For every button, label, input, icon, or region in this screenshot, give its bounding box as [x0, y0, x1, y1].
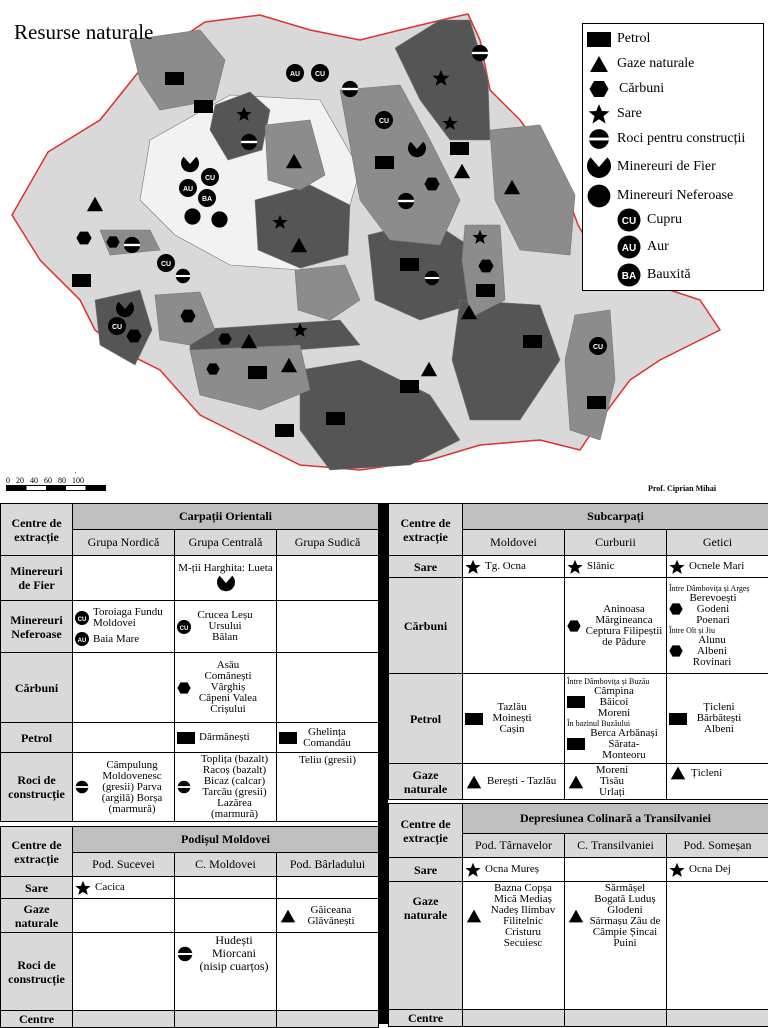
hexagon-icon	[669, 602, 683, 616]
table-cell: Dărmănești	[175, 723, 277, 753]
table-cell: Între Dâmbovița și Argeș Berevoești Godeni Poenari Între Olt și Jiu Alunu Albeni Rovinari	[667, 578, 768, 674]
col-header: Grupa Sudică	[277, 530, 379, 556]
table-cell	[277, 877, 379, 899]
roci-icon	[177, 780, 191, 794]
table-cell: Bazna Copșa Mică Mediaș Nadeș Ilimbav Filitelnic Cristuru Secuiesc	[463, 882, 565, 1010]
roci-marker	[124, 237, 140, 253]
petrol-icon	[669, 713, 687, 725]
gaze-marker	[241, 334, 257, 348]
triangle-icon	[465, 774, 483, 790]
sare-marker	[432, 70, 449, 86]
table-cell: Aninoasa Mărgineanca Ceptura Filipeștii de Pădure	[565, 578, 667, 674]
petrol-marker	[275, 424, 294, 437]
table-cell	[175, 899, 277, 933]
cu-badge: CU	[112, 324, 122, 331]
cu-badge: CU	[593, 344, 603, 351]
col-header: Pod. Someșan	[667, 834, 768, 858]
table-carpatii-orientali	[0, 503, 379, 822]
map-credit: Prof. Ciprian Mihai	[648, 484, 716, 493]
table-cell	[277, 653, 379, 723]
triangle-icon	[587, 54, 611, 74]
sare-marker	[272, 215, 287, 229]
petrol-icon	[177, 732, 195, 744]
table-cell: Ghelința Comandău	[277, 723, 379, 753]
roci-icon	[75, 780, 89, 794]
table-cell	[175, 1011, 277, 1028]
hexagon-icon	[589, 79, 609, 99]
petrol-icon	[567, 738, 585, 750]
gaze-marker	[454, 164, 470, 178]
cu-badge-icon	[75, 611, 89, 625]
petrol-icon	[587, 32, 611, 47]
table-cell	[565, 858, 667, 882]
row-header: Petrol	[389, 674, 463, 764]
carbuni-marker	[478, 260, 493, 273]
circle-icon	[587, 184, 611, 208]
row-header: Minereuri Neferoase	[1, 601, 73, 653]
star-icon	[669, 559, 685, 575]
table-cell	[73, 653, 175, 723]
scale-label: 100	[72, 476, 84, 485]
svg-text:BA: BA	[622, 271, 636, 282]
table-cell	[277, 1011, 379, 1028]
table-cell	[73, 933, 175, 1011]
star-icon	[669, 862, 685, 878]
petrol-marker	[194, 100, 213, 113]
table-cell	[175, 877, 277, 899]
col-header: Pod. Bârladului	[277, 853, 379, 877]
petrol-marker	[450, 142, 469, 155]
table-cell: Moreni Tisău Urlați	[565, 764, 667, 800]
row-header: Gaze naturale	[1, 899, 73, 933]
carbuni-marker	[106, 236, 119, 247]
gaze-marker	[281, 358, 297, 372]
petrol-icon	[279, 732, 297, 744]
table-cell: Sărmășel Bogată Luduș Glodeni Sărmașu Zău de Câmpie Șincai Puini	[565, 882, 667, 1010]
carbuni-marker	[206, 363, 219, 374]
table-subcarpati	[388, 503, 768, 800]
table-cell	[667, 882, 768, 1010]
row-header: Roci de construcție	[1, 933, 73, 1011]
legend-item-bauxita: BA Bauxită	[617, 263, 691, 287]
petrol-icon	[465, 713, 483, 725]
carbuni-marker	[180, 310, 195, 323]
table-cell: Hudești Miorcani (nisip cuarțos)	[175, 933, 277, 1011]
roci-icon	[177, 946, 193, 962]
hexagon-icon	[669, 644, 683, 658]
roci-icon	[587, 128, 611, 150]
legend-item-cupru: CU Cupru	[617, 208, 682, 232]
table-cell: Tg. Ocna	[463, 556, 565, 578]
table-cell: Slănic	[565, 556, 667, 578]
scale-label: 60	[44, 476, 52, 485]
table-cell: Toplița (bazalt) Racoș (bazalt) Bicaz (calcar) Tarcău (gresii) Lazărea (marmură)	[175, 753, 277, 822]
gaze-marker	[504, 180, 520, 194]
table-cell	[277, 933, 379, 1011]
table-cell: Găiceana Glăvănești	[277, 899, 379, 933]
column-separator	[378, 503, 388, 1024]
gaze-marker	[286, 154, 302, 168]
roci-marker	[75, 472, 76, 473]
petrol-icon	[567, 696, 585, 708]
roci-marker	[425, 271, 439, 285]
row-header: Centre	[389, 1010, 463, 1027]
legend-item-sare: Sare	[587, 102, 642, 126]
table-corner: Centre de extracție	[1, 504, 73, 556]
legend-item-carbuni: Cărbuni	[589, 77, 664, 101]
row-header: Minereuri de Fier	[1, 556, 73, 601]
ba-badge: BA	[202, 196, 212, 203]
table-cell	[463, 578, 565, 674]
table-title: Subcarpați	[463, 504, 768, 530]
hexagon-icon	[567, 619, 581, 633]
table-cell: Teliu (gresii)	[277, 753, 379, 822]
col-header: C. Transilvaniei	[565, 834, 667, 858]
hexagon-icon	[177, 681, 191, 695]
table-cell: Berești - Tazlău	[463, 764, 565, 800]
col-header: Grupa Nordică	[73, 530, 175, 556]
legend-item-roci: Roci pentru construcții	[587, 127, 745, 151]
table-cell	[73, 556, 175, 601]
table-cell	[73, 899, 175, 933]
table-cell: CU Crucea Leșu Ursului Bălan	[175, 601, 277, 653]
fier-marker	[408, 142, 426, 157]
table-title: Podișul Moldovei	[73, 827, 379, 853]
scale-label: 0	[6, 476, 10, 485]
table-cell: Țicleni	[667, 764, 768, 800]
carbuni-marker	[424, 178, 439, 191]
fier-marker	[116, 302, 134, 317]
fier-icon	[217, 574, 235, 592]
table-cell: Câmpulung Moldovenesc (gresii) Parva (argilă) Borșa (marmură)	[73, 753, 175, 822]
cu-badge: CU	[205, 175, 215, 182]
table-podisul-moldovei	[0, 826, 379, 1028]
carbuni-marker	[218, 333, 231, 344]
col-header: Moldovei	[463, 530, 565, 556]
table-cell	[73, 723, 175, 753]
petrol-marker	[248, 366, 267, 379]
table-cell: Cacica	[73, 877, 175, 899]
table-cell: M-ții Harghita: Lueta	[175, 556, 277, 601]
cu-badge: CU	[315, 71, 325, 78]
table-title: Carpații Orientali	[73, 504, 379, 530]
table-cell: Ocna Dej	[667, 858, 768, 882]
gaze-marker	[87, 197, 103, 211]
table-cell: Tazlău Moinești Cașin	[463, 674, 565, 764]
petrol-marker	[165, 72, 184, 85]
col-header: Getici	[667, 530, 768, 556]
roci-marker	[176, 269, 190, 283]
table-title: Depresiunea Colinară a Transilvaniei	[463, 804, 768, 834]
neferoase-marker	[211, 211, 227, 227]
sare-marker	[292, 323, 307, 337]
fier-icon	[587, 155, 611, 179]
table-cell	[73, 1011, 175, 1028]
gaze-marker	[461, 305, 477, 319]
star-icon	[567, 559, 583, 575]
col-header: Pod. Sucevei	[73, 853, 175, 877]
table-corner: Centre de extracție	[1, 827, 73, 877]
row-header: Gaze naturale	[389, 764, 463, 800]
scale-label: 40	[30, 476, 38, 485]
star-icon	[587, 103, 611, 125]
row-header: Sare	[389, 556, 463, 578]
svg-text:AU: AU	[622, 243, 636, 254]
petrol-marker	[326, 412, 345, 425]
table-cell: Țicleni Bărbătești Albeni	[667, 674, 768, 764]
col-header: Grupa Centrală	[175, 530, 277, 556]
au-badge-icon	[617, 235, 641, 259]
sare-marker	[442, 116, 457, 130]
gaze-marker	[291, 238, 307, 252]
ba-badge-icon	[617, 263, 641, 287]
row-header: Cărbuni	[1, 653, 73, 723]
roci-marker	[472, 45, 488, 61]
carbuni-marker	[126, 330, 141, 343]
neferoase-marker	[184, 208, 200, 224]
legend-item-fier: Minereuri de Fier	[587, 155, 716, 179]
row-header: Centre	[1, 1011, 73, 1028]
svg-text:CU: CU	[622, 216, 636, 227]
table-depresiunea-transilvaniei	[388, 803, 768, 1027]
legend	[582, 23, 764, 291]
petrol-marker	[587, 396, 606, 409]
sare-marker	[472, 230, 487, 244]
col-header: C. Moldovei	[175, 853, 277, 877]
row-header: Petrol	[1, 723, 73, 753]
star-icon	[75, 880, 91, 896]
table-cell: CU Toroiaga Fundu Moldovei AU Baia Mare	[73, 601, 175, 653]
roci-marker	[398, 193, 414, 209]
table-cell	[277, 601, 379, 653]
cu-badge: CU	[379, 118, 389, 125]
petrol-marker	[523, 335, 542, 348]
table-cell: Asău Comănești Vârghiș Căpeni Valea Crișului	[175, 653, 277, 723]
triangle-icon	[567, 774, 585, 790]
carbuni-marker	[76, 232, 91, 245]
au-badge: AU	[183, 186, 193, 193]
row-header: Sare	[389, 858, 463, 882]
legend-item-petrol: Petrol	[587, 27, 650, 51]
cu-badge: CU	[161, 261, 171, 268]
fier-marker	[181, 157, 199, 172]
scale-label: 20	[16, 476, 24, 485]
row-header: Cărbuni	[389, 578, 463, 674]
cu-badge-icon	[617, 208, 641, 232]
petrol-marker	[72, 274, 91, 287]
petrol-marker	[476, 284, 495, 297]
row-header: Gaze naturale	[389, 882, 463, 1010]
triangle-icon	[567, 908, 585, 924]
scale-label: 80	[58, 476, 66, 485]
svg-text:CU: CU	[78, 617, 87, 623]
gaze-marker	[421, 362, 437, 376]
table-corner: Centre de extracție	[389, 504, 463, 556]
svg-text:AU: AU	[78, 638, 87, 644]
star-icon	[465, 862, 481, 878]
petrol-marker	[375, 156, 394, 169]
legend-item-gaze: Gaze naturale	[587, 52, 694, 76]
triangle-icon	[669, 765, 687, 781]
legend-item-neferoase: Minereuri Neferoase	[587, 184, 733, 208]
table-cell: Ocnele Mari	[667, 556, 768, 578]
row-header: Sare	[1, 877, 73, 899]
triangle-icon	[279, 908, 297, 924]
map-title: Resurse naturale	[14, 20, 153, 45]
cu-badge-icon	[177, 620, 191, 634]
petrol-marker	[400, 380, 419, 393]
table-cell: Între Dâmbovița și Buzău Câmpina Băicoi Moreni În bazinul Buzăului Berca Arbănași Sărata-Monteoru	[565, 674, 667, 764]
au-badge: AU	[290, 71, 300, 78]
legend-item-aur: AU Aur	[617, 235, 669, 259]
svg-text:CU: CU	[180, 626, 189, 632]
table-cell: Ocna Mureș	[463, 858, 565, 882]
table-corner: Centre de extracție	[389, 804, 463, 858]
roci-marker	[342, 81, 358, 97]
scale-bar	[6, 476, 106, 491]
col-header: Curburii	[565, 530, 667, 556]
petrol-marker	[400, 258, 419, 271]
au-badge-icon	[75, 632, 89, 646]
map-area	[0, 0, 768, 500]
star-icon	[465, 559, 481, 575]
triangle-icon	[465, 908, 483, 924]
sare-marker	[236, 107, 251, 121]
col-header: Pod. Târnavelor	[463, 834, 565, 858]
row-header: Roci de construcție	[1, 753, 73, 822]
table-cell	[277, 556, 379, 601]
roci-marker	[241, 134, 257, 150]
